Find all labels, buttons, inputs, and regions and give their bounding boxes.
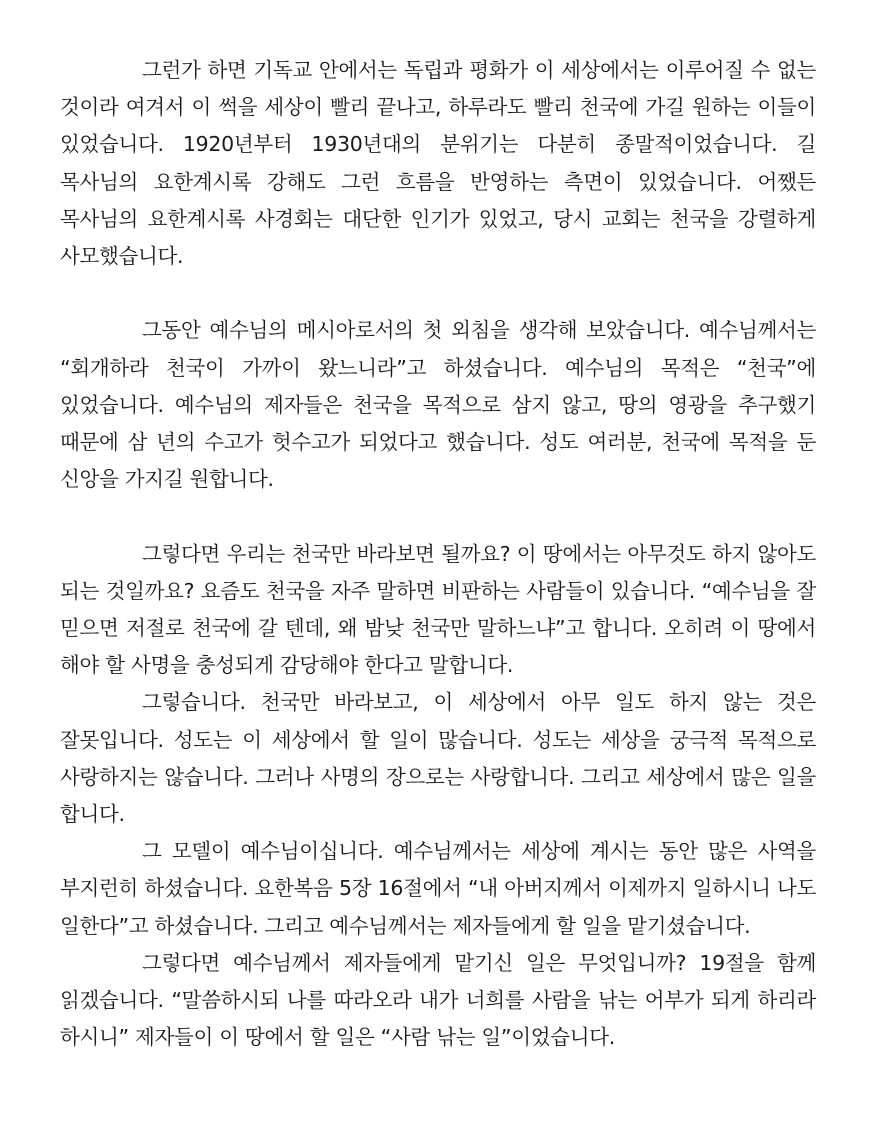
body-text: [60, 52, 816, 1056]
paragraph: 그렇다면 예수님께서 제자들에게 맡기신 일은 무엇입니까? 19절을 함께 읽겠습니다. “말씀하시되 나를 따라오라 내가 너희를 사람을 낚는 어부가 되게 하리라 하시니” 제자들이 이 땅에서 할 일은 “사람 낚는 일”이었습니다.: [60, 950, 816, 1050]
paragraph: 그렇습니다. 천국만 바라보고, 이 세상에서 아무 일도 하지 않는 것은 잘못입니다. 성도는 이 세상에서 할 일이 많습니다. 성도는 세상을 궁극적 목적으로 사랑하지는 않습니다. 그러나 사명의 장으로는 사랑합니다. 그리고 세상에서 많은 일을 합니다.: [60, 690, 816, 827]
paragraph: 그렇다면 우리는 천국만 바라보면 될까요? 이 땅에서는 아무것도 하지 않아도 되는 것일까요? 요즘도 천국을 자주 말하면 비판하는 사람들이 있습니다. “예수님을 잘 믿으면 저절로 천국에 갈 텐데, 왜 밤낮 천국만 말하느냐”고 합니다. 오히려 이 땅에서 해야 할 사명을 충성되게 감당해야 한다고 말합니다.: [60, 541, 816, 678]
paragraph: 그동안 예수님의 메시아로서의 첫 외침을 생각해 보았습니다. 예수님께서는 “회개하라 천국이 가까이 왔느니라”고 하셨습니다. 예수님의 목적은 “천국”에 있었습니다. 예수님의 제자들은 천국을 목적으로 삼지 않고, 땅의 영광을 추구했기 때문에 삼 년의 수고가 헛수고가 되었다고 했습니다. 성도 여러분, 천국에 목적을 둔 신앙을 가지길 원합니다.: [60, 318, 816, 492]
paragraph: 그 모델이 예수님이십니다. 예수님께서는 세상에 계시는 동안 많은 사역을 부지런히 하셨습니다. 요한복음 5장 16절에서 “내 아버지께서 이제까지 일하시니 나도 일한다”고 하셨습니다. 그리고 예수님께서는 제자들에게 할 일을 맡기셨습니다.: [60, 839, 816, 938]
paragraph: 그런가 하면 기독교 안에서는 독립과 평화가 이 세상에서는 이루어질 수 없는 것이라 여겨서 이 썩을 세상이 빨리 끝나고, 하루라도 빨리 천국에 가길 원하는 이들이 있었습니다. 1920년부터 1930년대의 분위기는 다분히 종말적이었습니다. 길 목사님의 요한계시록 강해도 그런 흐름을 반영하는 측면이 있었습니다. 어쨌든 목사님의 요한계시록 사경회는 대단한 인기가 있었고, 당시 교회는 천국을 강렬하게 사모했습니다.: [60, 58, 816, 269]
